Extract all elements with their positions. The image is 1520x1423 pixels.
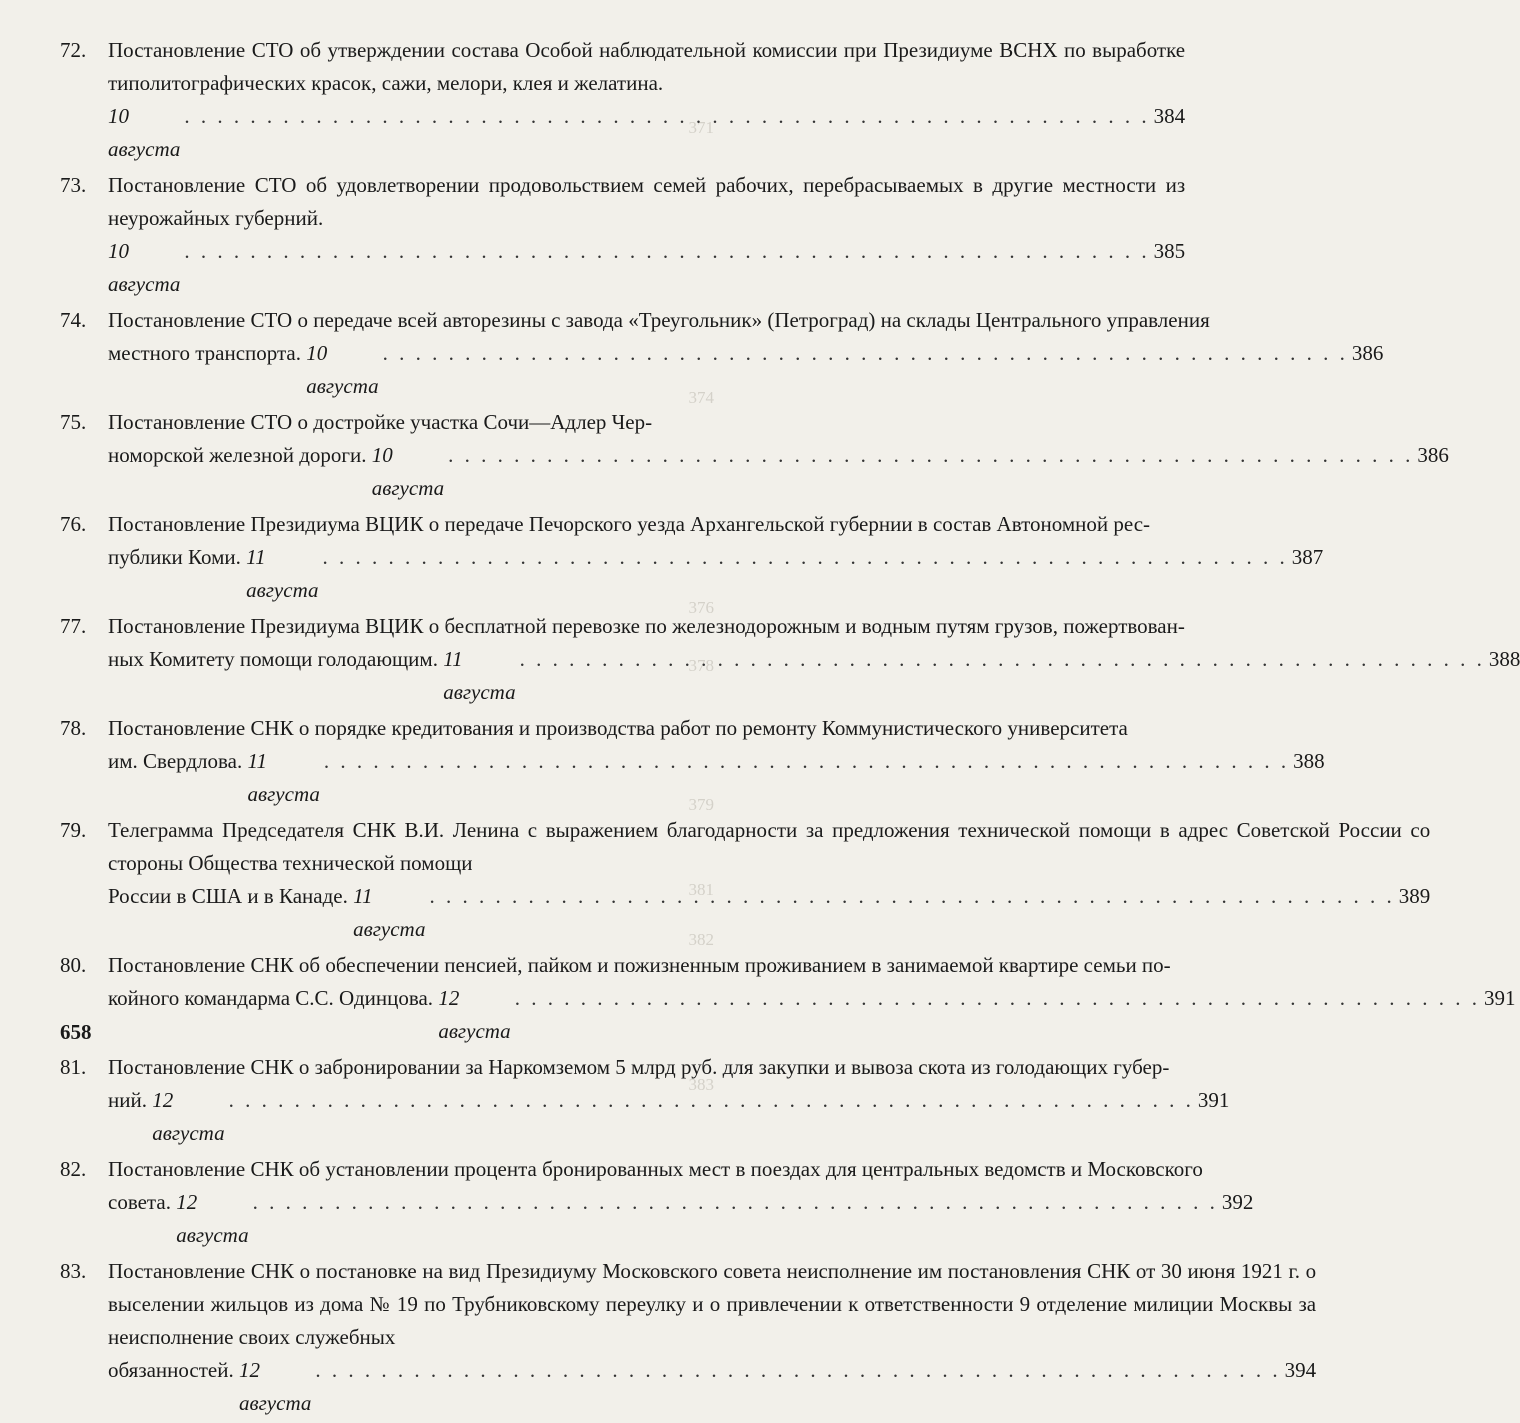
entry-body [108, 34, 1185, 166]
entry-number: 75. [60, 410, 87, 434]
ghost-number: 371 [688, 118, 714, 137]
entry-last-line [108, 745, 1325, 811]
entry-title: Постановление СНК об установлении процента бронированных мест в поездах для центральных ведомств и Московского [108, 1157, 1203, 1181]
entry-title-tail: публики Коми. [108, 545, 241, 569]
dot-leader [323, 541, 1288, 574]
dot-leader [520, 643, 1485, 676]
dot-leader [315, 1354, 1280, 1387]
entry-body [108, 1153, 1253, 1252]
toc-entry[interactable] [60, 1255, 1317, 1420]
entry-date: 11 августа [443, 647, 516, 704]
entry-number: 74. [60, 308, 87, 332]
entry-page[interactable]: 384 [1153, 104, 1186, 128]
entry-number: 73. [60, 173, 87, 197]
toc-entry[interactable] [60, 1153, 1254, 1252]
entry-title-tail: им. Свердлова. [108, 749, 243, 773]
entry-body [108, 712, 1325, 811]
entry-title: Постановление СНК о порядке кредитования и производства работ по ремонту Коммунистического университета [108, 716, 1128, 740]
entry-body [108, 610, 1520, 709]
entry-body [108, 949, 1515, 1048]
entry-last-line [108, 541, 1323, 607]
entry-date: 12 августа [438, 986, 511, 1043]
toc-entry[interactable] [60, 406, 1449, 505]
entry-number: 80. [60, 953, 87, 977]
dot-leader [324, 745, 1289, 778]
entry-title-tail: ных Комитету помощи голодающим. [108, 647, 438, 671]
entry-title: Постановление СНК о постановке на вид Президиуму Московского совета неисполнение им постановления СНК от 30 июня 1921 г. о выселении жильцов из дома № 19 по Трубниковскому переулку и о привлечении к ответственности 9 отделение милиции Москвы за неисполнение своих служебных [108, 1259, 1317, 1349]
entry-title: Постановление СНК о забронировании за Наркомземом 5 млрд руб. для закупки и вывоза скота из голодающих губер- [108, 1055, 1170, 1079]
entry-body [108, 304, 1383, 403]
entry-date: 10 августа [108, 104, 181, 161]
entry-date: 12 августа [239, 1358, 312, 1415]
entry-last-line [108, 880, 1430, 946]
page-number: 658 [60, 1020, 92, 1044]
entry-title: Постановление СТО о достройке участка Сочи—Адлер Чер- [108, 410, 653, 434]
entry-title-tail: койного командарма С.С. Одинцова. [108, 986, 434, 1010]
entry-title-tail: местного транспорта. [108, 341, 301, 365]
ghost-number: 379 [688, 795, 714, 814]
entry-number: 77. [60, 614, 87, 638]
entry-title-tail: России в США и в Канаде. [108, 884, 348, 908]
entry-page[interactable]: 388 [1293, 749, 1325, 773]
dot-leader [429, 880, 1394, 913]
entry-last-line [108, 439, 1449, 505]
entry-page[interactable]: 386 [1417, 443, 1449, 467]
entry-title: Телеграмма Председателя СНК В.И. Ленина с выражением благодарности за предложения технической помощи в адрес Советской России со стороны Общества технической помощи [108, 818, 1431, 875]
entry-number: 81. [60, 1055, 87, 1079]
ghost-number: 383 [688, 1075, 714, 1094]
entry-last-line [108, 337, 1383, 403]
dot-leader [229, 1084, 1194, 1117]
entry-number: 82. [60, 1157, 87, 1181]
entry-body [108, 814, 1430, 946]
dot-leader [448, 439, 1413, 472]
toc-entry[interactable] [60, 949, 1516, 1048]
entry-page[interactable]: 391 [1197, 1088, 1230, 1112]
entry-title-tail: обязанностей. [108, 1358, 234, 1382]
entry-body [108, 508, 1323, 607]
entry-date: 12 августа [152, 1088, 225, 1145]
entry-last-line [108, 235, 1185, 301]
entry-title-tail: номорской железной дороги. [108, 443, 367, 467]
dot-leader [515, 982, 1480, 1015]
entry-page[interactable]: 388 [1488, 647, 1520, 671]
entry-last-line [108, 1186, 1253, 1252]
entry-title-tail: совета. [108, 1190, 171, 1214]
entry-date: 12 августа [176, 1190, 249, 1247]
entry-number: 78. [60, 716, 87, 740]
entry-last-line [108, 100, 1185, 166]
dot-leader [184, 235, 1149, 268]
entry-title: Постановление СТО о передаче всей авторезины с завода «Треугольник» (Петроград) на склады Центрального управления [108, 308, 1210, 332]
ghost-number: 378 [688, 656, 714, 675]
entry-title: Постановление СНК об обеспечении пенсией, пайком и пожизненным проживанием в занимаемой квартире семьи по- [108, 953, 1171, 977]
entry-number: 83. [60, 1259, 87, 1283]
entry-page[interactable]: 387 [1291, 545, 1324, 569]
entry-title: Постановление Президиума ВЦИК о передаче Печорского уезда Архангельской губернии в состав Автономной рес- [108, 512, 1151, 536]
dot-leader [253, 1186, 1218, 1219]
entry-number: 79. [60, 818, 87, 842]
entry-last-line [108, 1354, 1316, 1420]
dot-leader [383, 337, 1348, 370]
entry-title: Постановление СТО об утверждении состава Особой наблюдательной комиссии при Президиуме ВСНХ по выработке типолитографических красок, сажи, мелори, клея и желатина. [108, 38, 1186, 95]
ghost-number: 376 [688, 598, 714, 617]
entry-date: 10 августа [371, 443, 445, 500]
entry-last-line [108, 982, 1515, 1048]
dot-leader [184, 100, 1149, 133]
entry-title: Постановление СТО об удовлетворении продовольствием семей рабочих, перебрасываемых в другие местности из неурожайных губерний. [108, 173, 1186, 230]
entry-body [108, 169, 1185, 301]
ghost-number: 382 [688, 930, 714, 949]
entry-number: 76. [60, 512, 87, 536]
entry-page[interactable]: 392 [1221, 1190, 1254, 1214]
entry-date: 10 августа [108, 239, 181, 296]
ghost-number: 374 [688, 388, 714, 407]
entry-page[interactable]: 386 [1351, 341, 1384, 365]
entry-date: 11 августа [246, 545, 319, 602]
entry-last-line [108, 1084, 1229, 1150]
entry-body [108, 406, 1449, 505]
entry-date: 11 августа [353, 884, 426, 941]
entry-page[interactable]: 391 [1483, 986, 1516, 1010]
entry-title-tail: ний. [108, 1088, 147, 1112]
entry-date: 10 августа [306, 341, 379, 398]
entry-body [108, 1051, 1229, 1150]
entry-last-line [108, 643, 1520, 709]
entry-page[interactable]: 394 [1284, 1358, 1317, 1382]
entry-date: 11 августа [247, 749, 320, 806]
toc-entry[interactable] [60, 169, 1186, 301]
toc-entry[interactable] [60, 508, 1324, 607]
entry-page[interactable]: 385 [1153, 239, 1186, 263]
entry-body [108, 1255, 1316, 1420]
entry-title: Постановление Президиума ВЦИК о бесплатной перевозке по железнодорожным и водным путям грузов, пожертвован- [108, 614, 1185, 638]
entry-page[interactable]: 389 [1398, 884, 1431, 908]
ghost-number: 381 [688, 880, 714, 899]
entry-number: 72. [60, 38, 87, 62]
